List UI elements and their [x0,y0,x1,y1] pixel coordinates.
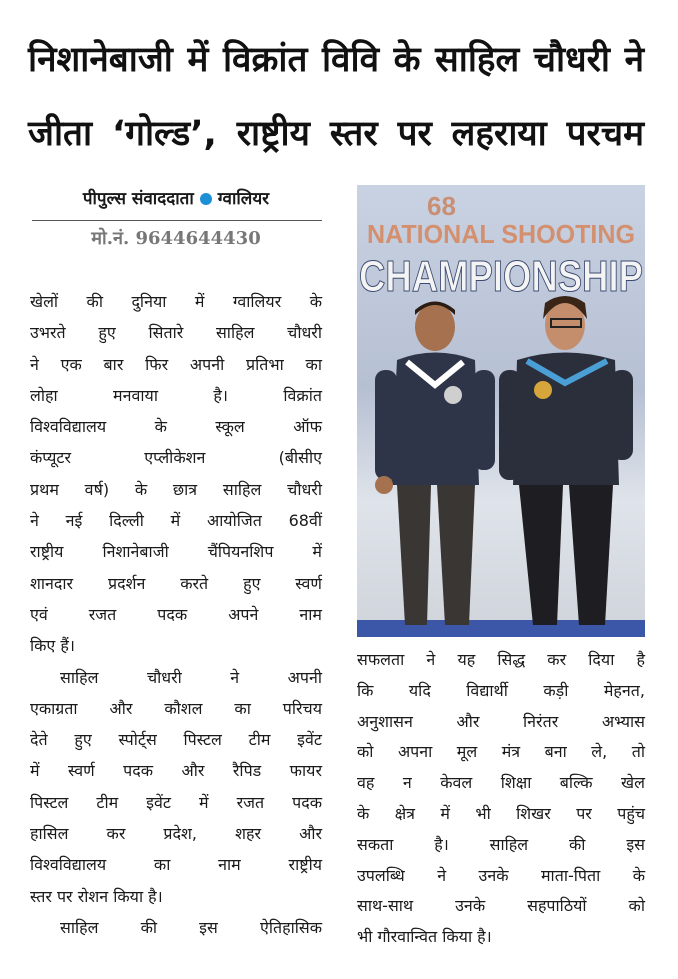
left-text-column [30,286,322,943]
right-text-column [357,645,645,953]
article-text-line: सकता है। साहिल की इस [357,834,645,854]
bullet-dot-icon [200,193,212,205]
article-text-line: उपलब्धि ने उनके माता-पिता के [357,865,645,885]
article-text-line: स्तर पर रोशन किया है। [30,886,163,906]
city-label: ग्वालियर [217,189,270,209]
article-text-line: अनुशासन और निरंतर अभ्यास [357,711,645,731]
article-text-line: किए हैं। [30,636,75,656]
article-photo [357,185,645,637]
article-text-line: सफलता ने यह सिद्ध कर दिया है [357,650,645,669]
photo-banner-line2: CHAMPIONSHIP [359,252,643,301]
article-text-line: प्रथम वर्ष) के छात्र साहिल चौधरी [30,479,322,499]
photo-banner-line1: NATIONAL SHOOTING [367,219,635,249]
article-text-line: विश्वविद्यालय का नाम राष्ट्रीय [30,855,322,875]
article-text-line: साहिल चौधरी ने अपनी [60,667,322,687]
byline-divider [32,220,322,221]
phone-number: मो.नं. 9644644430 [91,228,261,249]
photo-banner-number: 68 [427,191,456,221]
article-text-line: राष्ट्रीय निशानेबाजी चैंपियनशिप में [30,542,322,562]
article-text-line: शानदार प्रदर्शन करते हुए स्वर्ण [30,573,322,593]
article-text-line: कि यदि विद्यार्थी कड़ी मेहनत, [357,680,645,700]
athlete-left [375,302,495,626]
article-text-line: ने एक बार फिर अपनी प्रतिभा का [30,354,322,374]
athlete-right [499,296,633,625]
headline-line-2: जीता ‘गोल्ड’, राष्ट्रीय स्तर पर लहराया परचम [28,114,644,154]
article-text-line: को अपना मूल मंत्र बना ले, तो [357,742,645,762]
article-text-line: देते हुए स्पोर्ट्स पिस्टल टीम इवेंट [30,730,322,750]
article-text-line: एवं रजत पदक अपने नाम [30,604,322,624]
article-text-line: के क्षेत्र में भी शिखर पर पहुंच [357,803,645,823]
article-text-line: उभरते हुए सितारे साहिल चौधरी [30,323,322,343]
byline [30,186,322,212]
headline-line-1: निशानेबाजी में विक्रांत विवि के साहिल चौधरी ने [28,40,644,80]
article-text-line: ने नई दिल्ली में आयोजित 68वीं [30,511,322,531]
reporter-label: पीपुल्स संवाददाता [82,189,194,209]
article-text-line: साथ-साथ उनके सहपाठियों को [357,896,645,916]
article-text-line: पिस्टल टीम इवेंट में रजत पदक [30,792,322,812]
article-text-line: कंप्यूटर एप्लीकेशन (बीसीए [30,448,322,468]
article-text-line: हासिल कर प्रदेश, शहर और [30,824,322,844]
article-text-line: वह न केवल शिक्षा बल्कि खेल [357,773,645,793]
article-text-line: भी गौरवान्वित किया है। [357,927,492,947]
article-text-line: में स्वर्ण पदक और रैपिड फायर [30,761,322,781]
article-text-line: एकाग्रता और कौशल का परिचय [30,698,322,718]
article-text-line: साहिल की इस ऐतिहासिक [60,917,322,937]
article-text-line: खेलों की दुनिया में ग्वालियर के [30,292,322,311]
article-text-line: विश्वविद्यालय के स्कूल ऑफ [30,417,322,437]
article-text-line: लोहा मनवाया है। विक्रांत [30,385,322,405]
